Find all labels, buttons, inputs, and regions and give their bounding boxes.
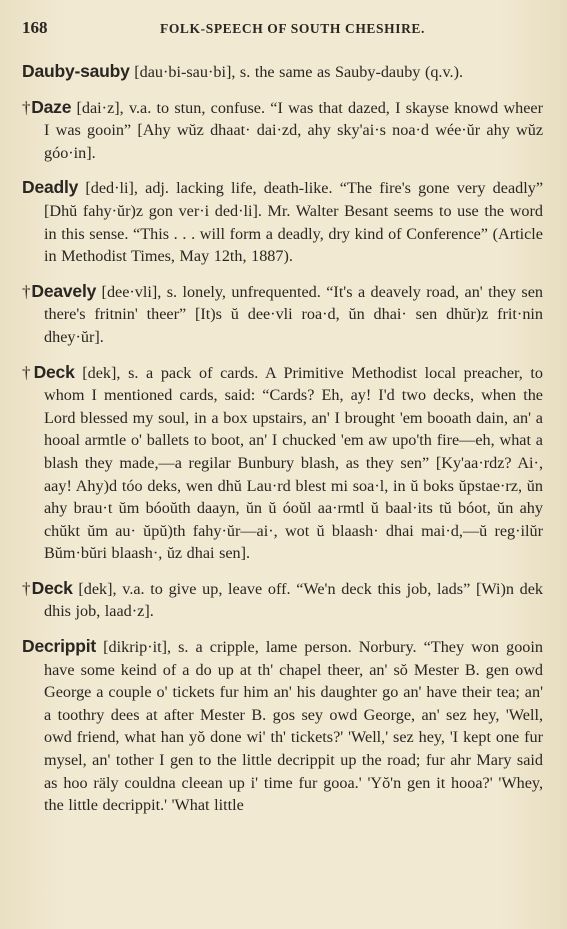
entry-headword: Deck	[31, 577, 73, 598]
entry-text: [dikrip·it], s. a cripple, lame person. Norbury. “They won gooin have some keind of a do up at th' chapel theer, an' sŏ Mester B. gen owd George a couple o' tickets fur him an' his daughter go an' have their tea; an' a toothry dees at after Mester B. gos sey owd George, an' sez hey, 'Well, owd friend, what han yŏ done wi' th' tickets?' 'Well,' sez hey, 'I kept one fur mysel, an' tother I gen to the little decrippit up the road; fur ahr Mary said as hoo räly couldna cleean up i' time fur gooa.' 'Yŏ'n gen it hooa?' 'Whey, the little decrippit.' 'What little	[44, 638, 543, 815]
dictionary-entries	[22, 60, 543, 817]
entry-headword: Decrippit	[22, 636, 97, 657]
entry-headword: Dauby-sauby	[22, 61, 130, 81]
entry-headword: Daze	[31, 96, 72, 117]
entry-text: [dai·z], v.a. to stun, confuse. “I was that dazed, I skayse knowd wheer I was gooin” [Ahy wŭz dhaat· dai·zd, ahy sky'ai·s noa·d wée·ŭr ahy wŭz góo·in].	[44, 98, 543, 162]
dagger-mark: †	[22, 97, 32, 117]
entry-text: [dek], v.a. to give up, leave off. “We'n deck this job, lads” [Wi)n dek dhis job, laad·z].	[44, 579, 544, 621]
entry-headword: Deck	[33, 361, 75, 382]
entry-text: [dau·bi-sau·bi], s. the same as Sauby-dauby (q.v.).	[129, 63, 464, 81]
dictionary-entry	[22, 96, 543, 165]
entry-text: [ded·li], adj. lacking life, death-like. “The fire's gone very deadly” [Dhŭ fahy·ŭr)z gon ver·i ded·li]. Mr. Walter Besant seems to use the word in this sense. “This . . . will form a deadly, dry kind of Conference” (Article in Methodist Times, May 12th, 1887).	[44, 179, 543, 266]
dagger-mark: †	[22, 578, 32, 598]
dictionary-entry	[22, 176, 543, 267]
dagger-mark: †	[22, 281, 32, 301]
running-header	[22, 18, 543, 38]
running-title: FOLK-SPEECH OF SOUTH CHESHIRE.	[159, 21, 426, 36]
entry-text: [dek], s. a pack of cards. A Primitive Methodist local preacher, to whom I mentioned cards, said: “Cards? Eh, ay! I'd two decks, when the Lord blessed my soul, in a box upstairs, an' I brought 'em booath dain, an' a hooal armtle o' ballets to boot, an' I chucked 'em aw upo'th fire—eh, what a blash they made,—a regilar Bunbury blash, as they sen” [Ky'aa·rdz? Ai·, aay! Ahy)d tóo deks, wen dhŭ Lau·rd blest mi soa·l, in ŭ boks ŭpstae·rz, ŭn ahy brau·t ŭm bóoŭth daayn, ŭn ŭ óoŭl aa·rmtl ŭ baal·its tŭ bóot, ŭn ahy chŭkt ŭm au· ŭpŭ)th fahy·ŭr—ai·, wot ŭ blaash· dhai mai·d,—ŭ reg·ilŭr Bŭm·bŭri blaash·, ŭz dhai sen].	[44, 363, 544, 563]
dictionary-entry	[22, 280, 543, 349]
entry-headword: Deavely	[31, 280, 97, 301]
dictionary-entry	[22, 577, 543, 623]
dictionary-entry	[22, 60, 543, 84]
dictionary-entry	[22, 361, 543, 565]
entry-text: [dee·vli], s. lonely, unfrequented. “It's a deavely road, an' they sen there's fritnin' theer” [It)s ŭ dee·vli roa·d, ŭn dhai· sen dhŭr)z frit·nin dhey·ŭr].	[44, 282, 543, 346]
page-number: 168	[22, 18, 48, 37]
dagger-mark: †	[22, 362, 34, 382]
entry-headword: Deadly	[22, 177, 79, 198]
dictionary-entry	[22, 635, 543, 817]
